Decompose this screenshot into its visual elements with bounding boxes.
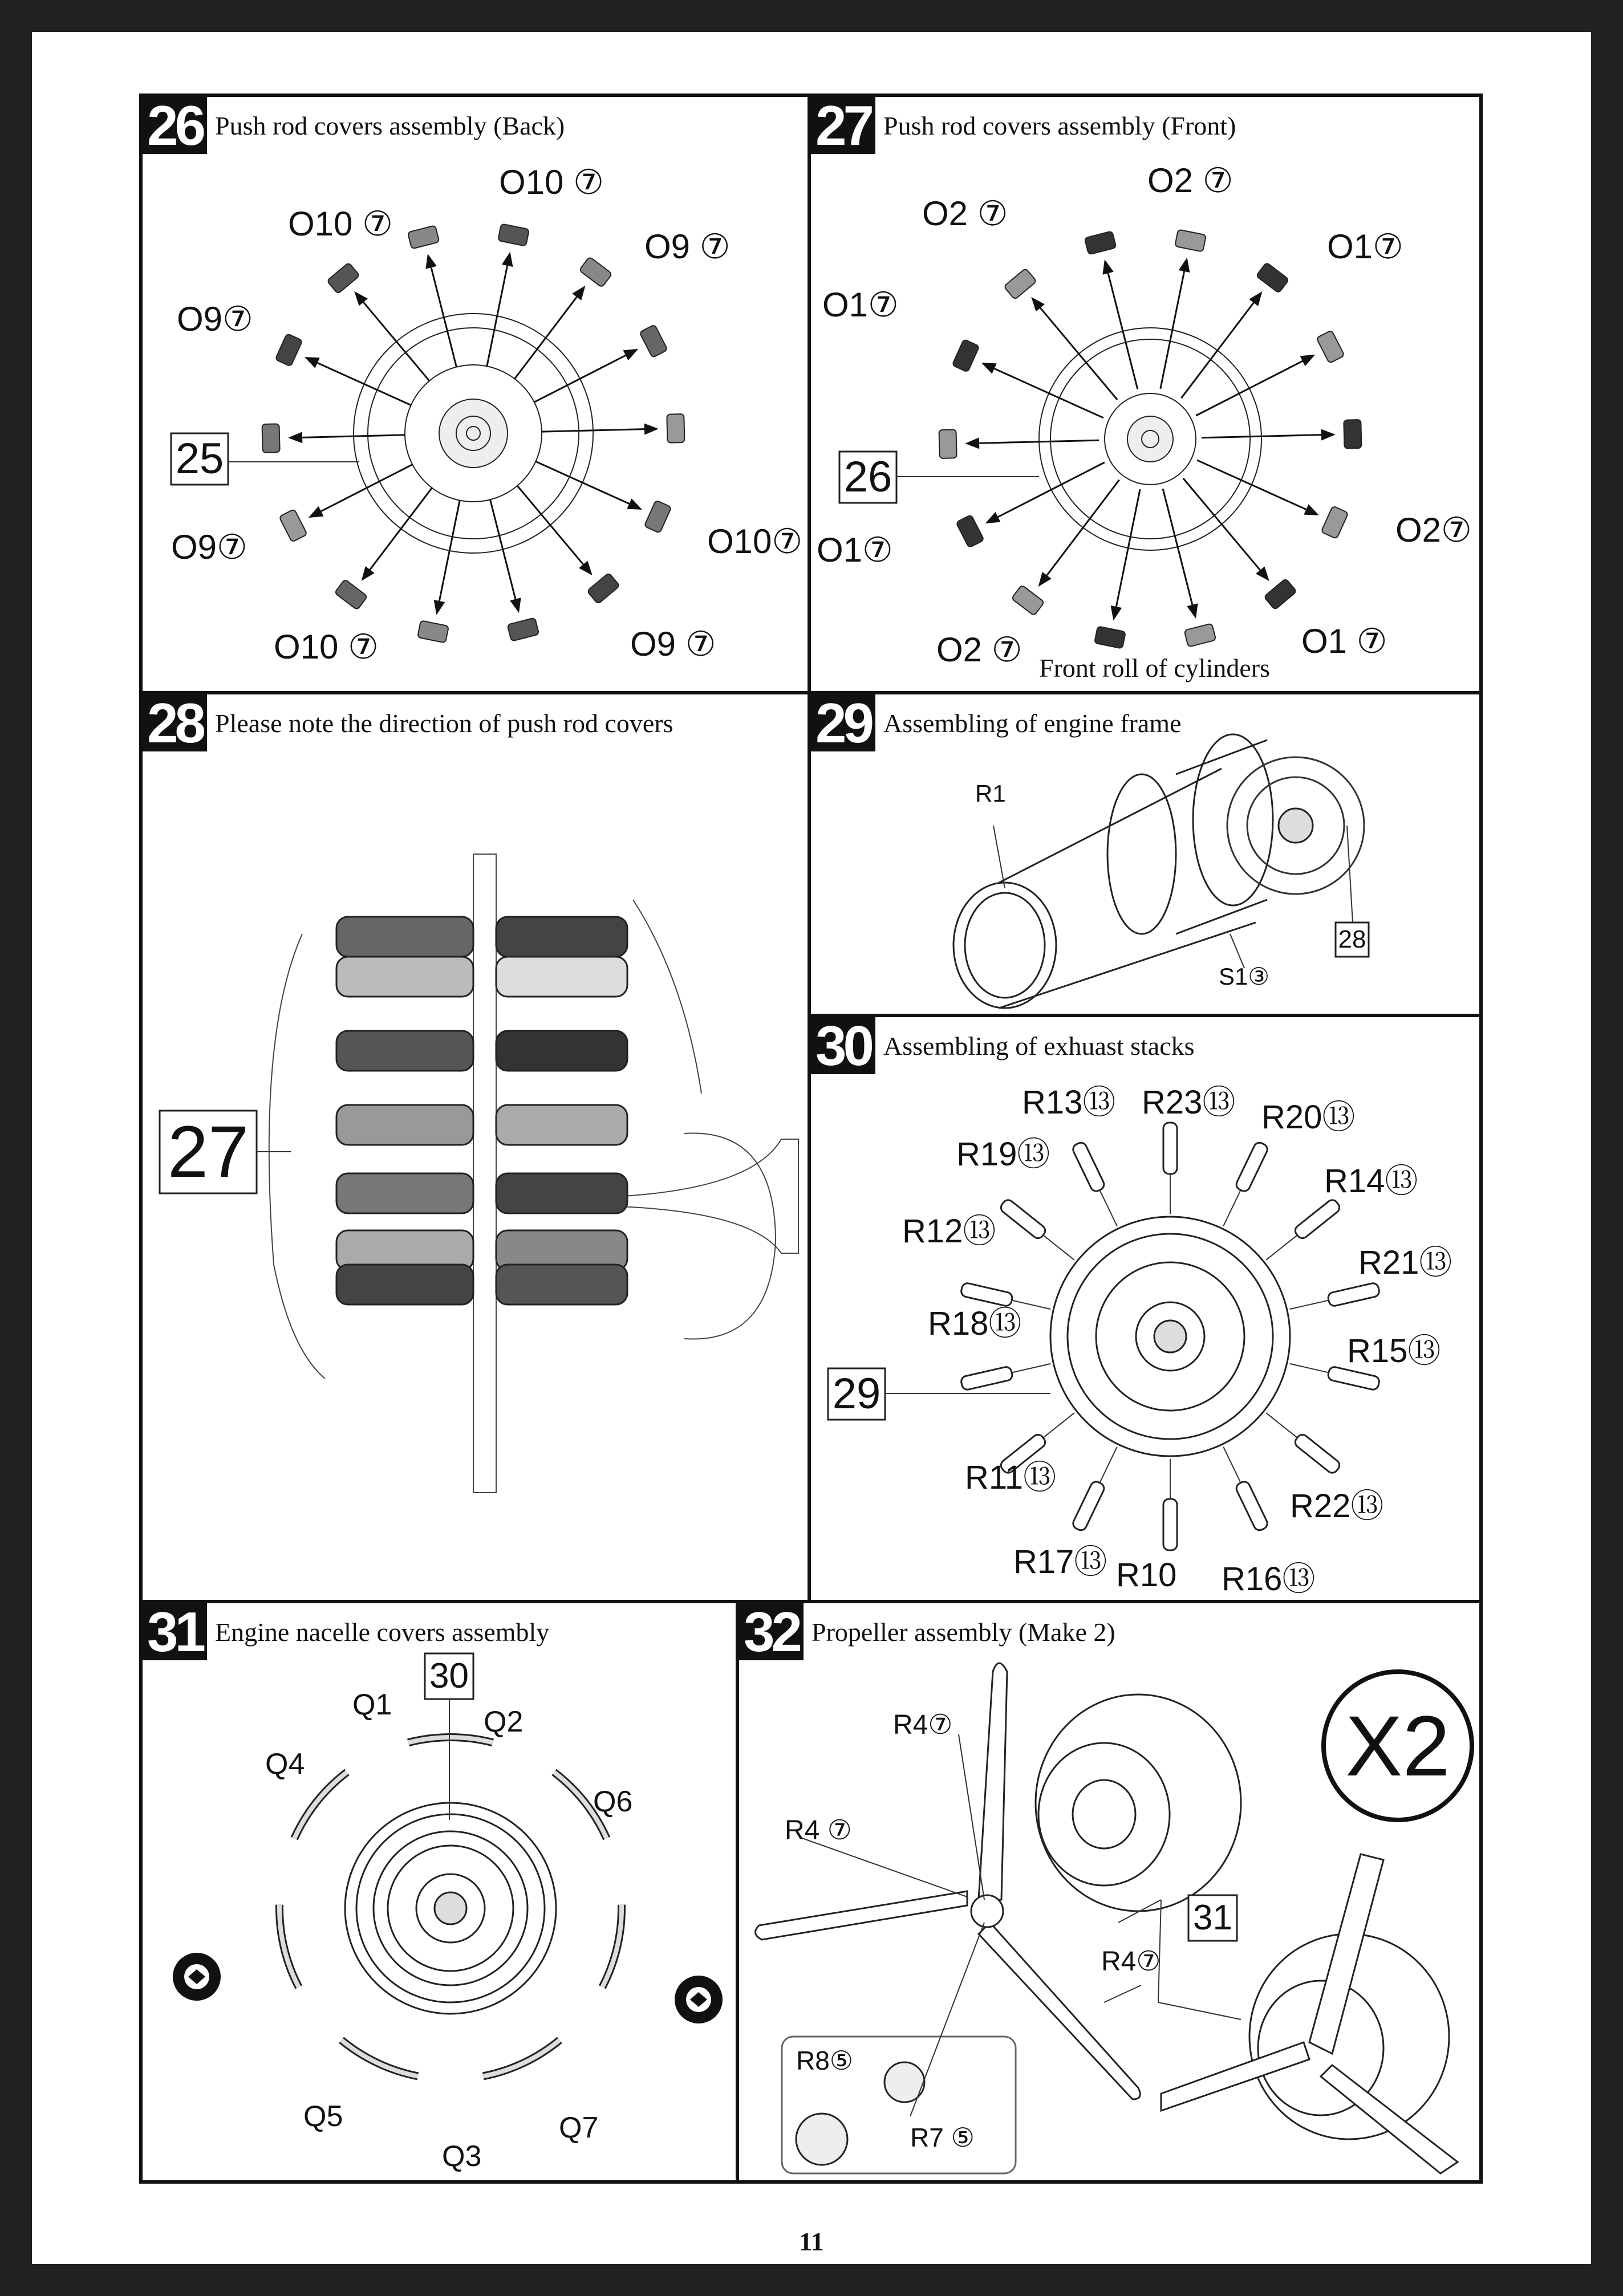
- arrow-head: [1111, 606, 1122, 620]
- push-rod-cover-part: [952, 339, 980, 372]
- label-r15: R15⑬: [1347, 1332, 1441, 1370]
- step-26-title: Push rod covers assembly (Back): [215, 111, 565, 140]
- label-q4: Q4: [265, 1748, 305, 1781]
- arrow-line: [515, 297, 577, 379]
- push-rod-cover-part: [1094, 626, 1126, 648]
- step-27-number: 27: [811, 97, 875, 154]
- engine-frame-cowling: [953, 734, 1364, 1008]
- nacelle-cover-part: [483, 2040, 559, 2076]
- x2-badge-text: X2: [1345, 1698, 1450, 1794]
- ref-25-label: 25: [175, 434, 224, 483]
- label-r23: R23⑬: [1142, 1084, 1236, 1121]
- label-o9-bottom-left: O9⑦: [171, 528, 247, 566]
- label-q5: Q5: [303, 2100, 343, 2133]
- leader-line: [1290, 1364, 1329, 1373]
- label-r19: R19⑬: [956, 1136, 1050, 1173]
- push-rod-cover-part: [1004, 268, 1037, 299]
- push-rod-cover-part: [579, 257, 612, 287]
- label-o10-top-left: O10 ⑦: [288, 205, 393, 243]
- push-rod-cover-part: [1264, 579, 1297, 610]
- exhaust-stack-part: [999, 1198, 1047, 1241]
- step-26-panel: [139, 94, 811, 694]
- label-o9-bottom-right: O9 ⑦: [630, 625, 716, 663]
- arrow-head: [502, 251, 513, 266]
- push-rod-cover-part: [279, 509, 307, 542]
- arrow-head: [644, 424, 659, 435]
- leader-line: [1043, 1413, 1074, 1438]
- arrow-head: [434, 600, 445, 615]
- push-rod-cover-part: [507, 617, 539, 641]
- leader-line: [1099, 1190, 1117, 1226]
- exhaust-stack-part: [960, 1366, 1013, 1391]
- step-31-panel: [139, 1600, 739, 2184]
- cover-left: [336, 957, 473, 997]
- front-roll-note: Front roll of cylinders: [1039, 653, 1270, 682]
- step-30-number: 30: [811, 1017, 875, 1074]
- label-o9-top-right: O9 ⑦: [644, 227, 731, 266]
- label-r4-left: R4 ⑦: [785, 1815, 852, 1846]
- label-r1: R1: [975, 780, 1006, 807]
- nacelle-cover-part: [342, 2040, 418, 2076]
- label-o1-bottom-left: O1⑦: [817, 531, 893, 569]
- label-o1-left: O1⑦: [822, 286, 899, 324]
- arrow-line: [1181, 303, 1253, 398]
- push-rod-cover-part: [1175, 229, 1206, 251]
- label-q7: Q7: [559, 2111, 599, 2144]
- step-27-diagram: [811, 97, 1483, 694]
- arrow-line: [363, 302, 429, 381]
- push-rod-cover-part: [498, 223, 529, 246]
- label-o2-top: O2 ⑦: [1147, 161, 1234, 200]
- step-28-title: Please note the direction of push rod covers: [215, 708, 673, 738]
- exhaust-stack-part: [1071, 1480, 1106, 1533]
- leader-line: [1099, 1447, 1117, 1483]
- step-30-panel: [808, 1014, 1483, 1603]
- arrow-line: [1116, 489, 1140, 607]
- nacelle-cover-part: [294, 1772, 347, 1838]
- label-r18: R18⑬: [928, 1305, 1022, 1342]
- arrow-head: [1187, 603, 1198, 619]
- arrow-line: [1040, 308, 1117, 400]
- arrow-head: [627, 498, 642, 509]
- exhaust-stack-part: [1163, 1123, 1177, 1174]
- arrow-line: [1197, 460, 1306, 509]
- push-rod-cover-part: [956, 515, 984, 548]
- push-rod-cover-part: [587, 573, 620, 604]
- step-27-panel: [808, 94, 1483, 694]
- arrow-line: [1161, 271, 1184, 389]
- cover-right: [496, 1173, 627, 1213]
- arrow-head: [572, 286, 585, 300]
- arrow-head: [1102, 259, 1113, 275]
- push-rod-cover-part: [1256, 262, 1289, 293]
- label-r10: R10: [1116, 1557, 1177, 1594]
- step-32-title: Propeller assembly (Make 2): [811, 1617, 1115, 1647]
- label-o2-right: O2⑦: [1395, 511, 1472, 549]
- arrow-head: [1179, 257, 1190, 272]
- engine-nacelle-top: [1036, 1694, 1241, 1911]
- arrow-head: [362, 566, 375, 581]
- label-q2: Q2: [484, 1705, 524, 1738]
- ref-29-label: 29: [832, 1370, 881, 1418]
- label-o1-top-right: O1⑦: [1327, 227, 1403, 266]
- step-31-title: Engine nacelle covers assembly: [215, 1617, 550, 1647]
- arrow-head: [288, 432, 302, 443]
- label-o10-bottom: O10 ⑦: [274, 628, 379, 666]
- cover-left: [336, 1265, 473, 1305]
- engine-with-frame: [1050, 1217, 1290, 1456]
- label-r20: R20⑬: [1261, 1099, 1356, 1136]
- arrow-head: [623, 349, 638, 360]
- arrow-head: [965, 437, 979, 449]
- label-r22: R22⑬: [1290, 1488, 1384, 1525]
- step-32-diagram: [739, 1603, 1483, 2184]
- exhaust-stack-part: [1327, 1282, 1380, 1307]
- label-q6: Q6: [593, 1785, 633, 1818]
- leader-line: [1223, 1190, 1240, 1226]
- exhaust-stack-part: [1163, 1499, 1177, 1550]
- label-r4-top: R4⑦: [893, 1710, 953, 1740]
- label-q3: Q3: [442, 2140, 482, 2173]
- push-rod-cover-part: [335, 579, 368, 610]
- arrow-head: [1300, 355, 1315, 366]
- cover-right: [496, 1265, 627, 1305]
- step-29-number: 29: [811, 694, 875, 751]
- label-s1: S1③: [1219, 963, 1270, 990]
- rotate-icon-left: [173, 1953, 221, 2001]
- label-r21: R21⑬: [1358, 1244, 1452, 1281]
- arrow-head: [425, 254, 436, 269]
- label-o1-bottom-right: O1 ⑦: [1301, 622, 1387, 660]
- label-r4-right: R4⑦: [1101, 1946, 1161, 1977]
- cover-left: [336, 1031, 473, 1071]
- arrow-head: [981, 363, 997, 373]
- arrow-line: [487, 266, 508, 366]
- arrow-head: [309, 506, 324, 518]
- leader-line: [1223, 1447, 1240, 1483]
- leader-line: [1266, 1235, 1297, 1260]
- cover-right: [496, 1105, 627, 1145]
- push-rod-cover-part: [275, 334, 303, 367]
- label-o10-right: O10⑦: [707, 522, 803, 560]
- exhaust-stack-part: [1071, 1141, 1106, 1193]
- push-rod-cover-part: [262, 424, 280, 453]
- arrow-line: [1183, 478, 1260, 570]
- arrow-line: [318, 363, 411, 405]
- leader-line: [1290, 1301, 1329, 1310]
- arrow-head: [985, 512, 1001, 523]
- label-r16: R16⑬: [1222, 1561, 1316, 1598]
- label-r8: R8⑤: [796, 2046, 854, 2075]
- arrow-line: [1196, 361, 1303, 416]
- ref-31-label: 31: [1193, 1898, 1232, 1937]
- step-32-number: 32: [739, 1603, 804, 1660]
- arrow-line: [534, 355, 626, 402]
- exhaust-stack-part: [1235, 1141, 1269, 1193]
- push-rod-cover-part: [327, 262, 360, 294]
- leader-line: [1266, 1413, 1297, 1438]
- label-o2-bottom: O2 ⑦: [936, 631, 1023, 669]
- push-rod-cover-part: [417, 620, 449, 643]
- step-29-diagram: [811, 694, 1483, 1017]
- cover-right: [496, 917, 627, 957]
- push-rod-cover-part: [639, 324, 667, 357]
- label-o9-left: O9⑦: [177, 300, 253, 338]
- arrow-head: [305, 357, 320, 368]
- arrow-head: [1249, 291, 1262, 306]
- leader-lines: [993, 826, 1353, 968]
- push-rod-cover-part: [939, 429, 957, 458]
- arrow-line: [1163, 489, 1192, 605]
- exhaust-stack-part: [1293, 1198, 1341, 1241]
- label-r12: R12⑬: [902, 1213, 996, 1250]
- step-28-number: 28: [143, 694, 207, 751]
- ref-30-label: 30: [429, 1656, 469, 1696]
- step-29-panel: [808, 691, 1483, 1017]
- ref-27-label: 27: [167, 1111, 249, 1193]
- rotate-icon-right: [675, 1976, 723, 2023]
- step-28-panel: [139, 691, 811, 1603]
- step-32-panel: [736, 1600, 1483, 2184]
- push-rod-cover-part: [1184, 623, 1216, 647]
- arrow-line: [370, 488, 432, 570]
- arrow-head: [1038, 572, 1052, 587]
- arrow-line: [439, 501, 460, 601]
- step-26-number: 26: [143, 97, 207, 154]
- exhaust-stack-part: [1293, 1432, 1341, 1475]
- label-r7: R7 ⑤: [910, 2123, 975, 2152]
- cover-left: [336, 917, 473, 957]
- arrow-head: [1321, 429, 1336, 441]
- ref-26-label: 26: [843, 453, 892, 501]
- arrow-line: [535, 461, 629, 503]
- arrow-line: [995, 368, 1103, 417]
- step-27-title: Push rod covers assembly (Front): [883, 111, 1236, 140]
- leader-line: [1012, 1364, 1050, 1373]
- cover-left: [336, 1105, 473, 1145]
- push-rod-cover-part: [667, 414, 684, 443]
- arrow-line: [490, 499, 516, 599]
- ref-28-label: 28: [1338, 925, 1366, 953]
- push-rod-cover-part: [1012, 585, 1045, 616]
- exhaust-stack-part: [1235, 1480, 1269, 1533]
- arrow-line: [1047, 480, 1119, 575]
- arrow-line: [321, 465, 412, 511]
- cover-right: [496, 1031, 627, 1071]
- arrow-line: [517, 486, 583, 564]
- label-r13: R13⑬: [1022, 1084, 1116, 1121]
- radial-engine-back: [354, 314, 593, 553]
- label-o2-top-left: O2 ⑦: [922, 194, 1008, 233]
- nacelle-engine: [345, 1803, 556, 2014]
- label-r17: R17⑬: [1013, 1543, 1107, 1580]
- label-q1: Q1: [352, 1688, 392, 1721]
- arrow-head: [1304, 504, 1319, 515]
- cover-left: [336, 1173, 473, 1213]
- push-rod-cover-part: [644, 500, 672, 533]
- step-29-title: Assembling of engine frame: [883, 708, 1182, 738]
- page-number: 11: [799, 2227, 824, 2256]
- push-rod-cover-part: [1085, 231, 1117, 254]
- label-r14: R14⑬: [1324, 1163, 1418, 1200]
- arrow-line: [431, 267, 456, 367]
- label-r11: R11⑬: [965, 1459, 1057, 1496]
- arrow-line: [998, 462, 1105, 517]
- step-26-diagram: [143, 97, 811, 694]
- push-rod-cover-part: [1344, 420, 1361, 449]
- leader-line: [1043, 1235, 1074, 1260]
- push-rod-cover-part: [408, 225, 440, 249]
- label-o10-top: O10 ⑦: [499, 163, 604, 201]
- step-31-number: 31: [143, 1603, 207, 1660]
- push-rod-cover-part: [1321, 506, 1349, 539]
- step-30-title: Assembling of exhuast stacks: [883, 1031, 1195, 1060]
- arrow-line: [1108, 273, 1138, 389]
- cover-right: [496, 957, 627, 997]
- radial-engine-front: [1039, 328, 1261, 550]
- arrow-head: [510, 598, 521, 613]
- push-rod-cover-part: [1316, 330, 1344, 363]
